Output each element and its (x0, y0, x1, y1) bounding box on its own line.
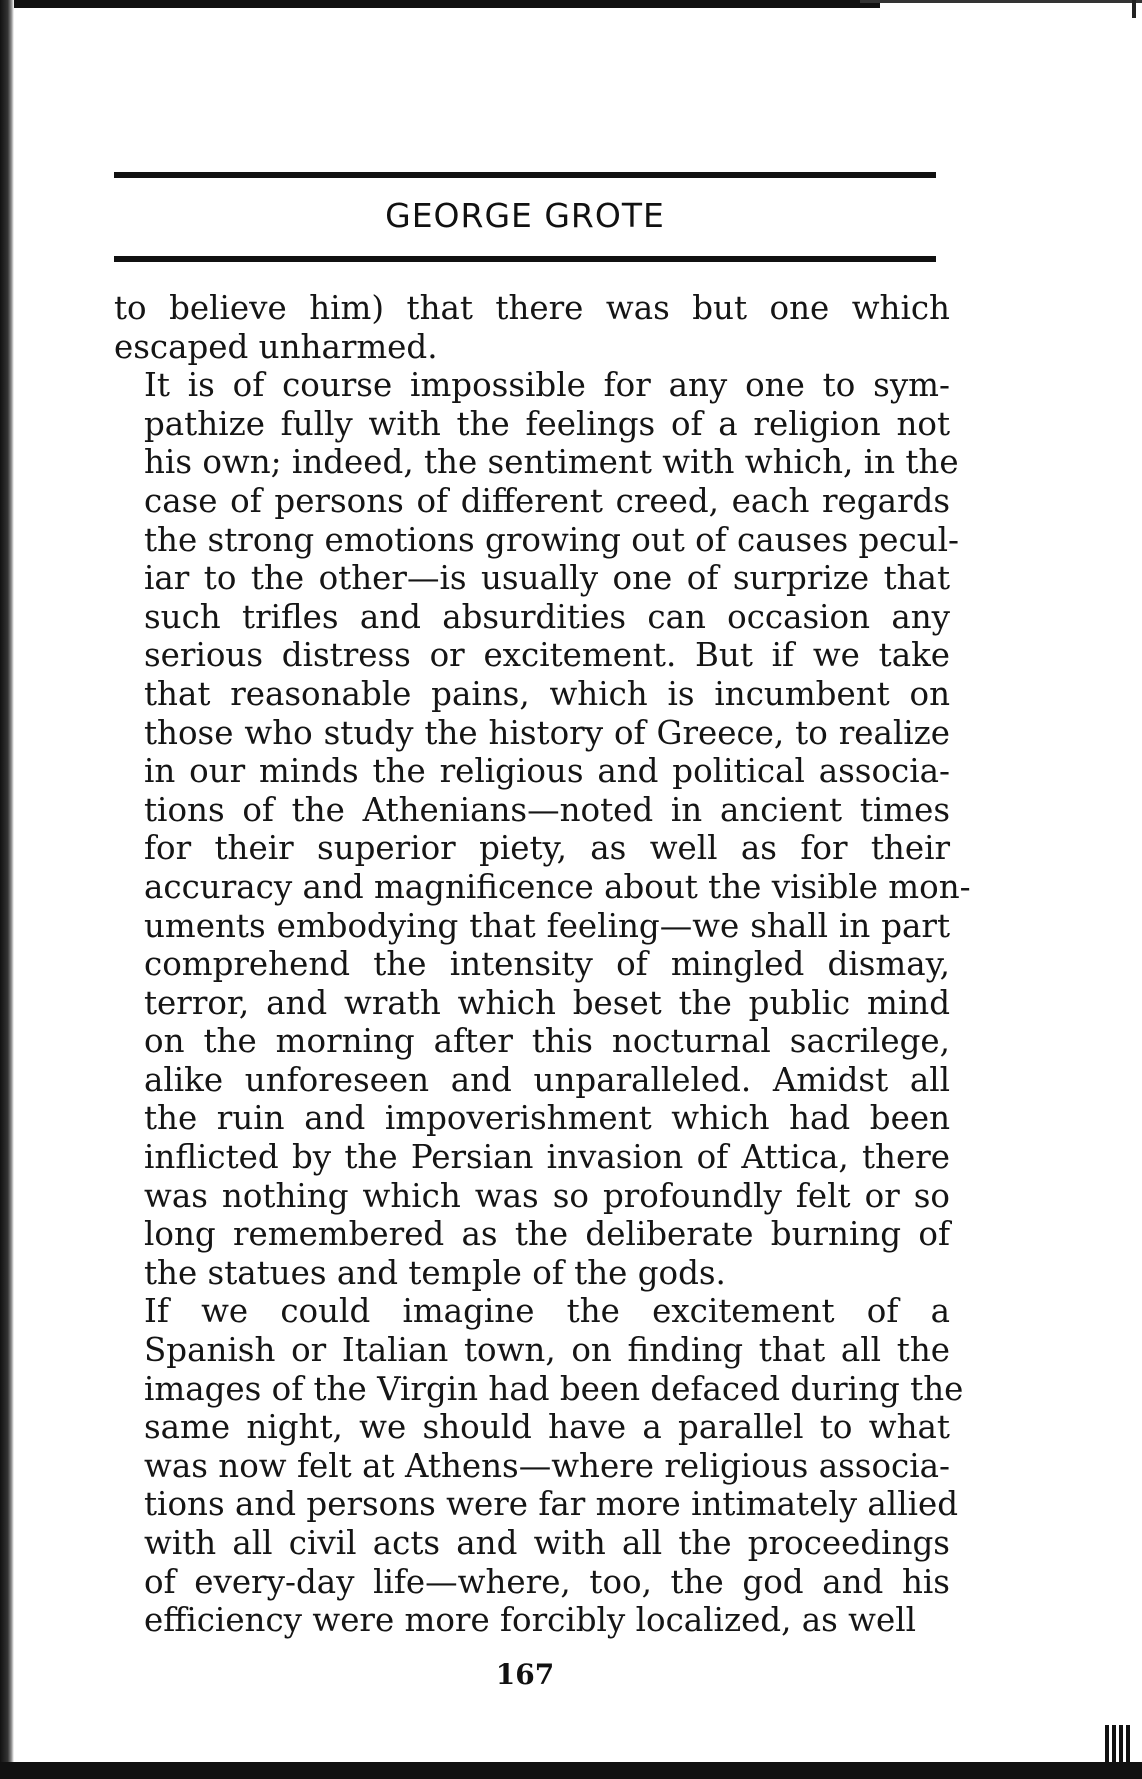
text-line: the statues and temple of the gods. (144, 1253, 726, 1292)
text-line: pathize fully with the feelings of a religion not (144, 404, 950, 443)
text-line: to believe him) that there was but one which (114, 289, 950, 327)
scan-edge-left (0, 0, 14, 1779)
text-line: such trifles and absurdities can occasion any (144, 597, 950, 636)
text-line: of every-day life—where, too, the god and his (144, 1562, 950, 1601)
text-line: inflicted by the Persian invasion of Attica, there (144, 1138, 950, 1177)
text-line: case of persons of different creed, each regards (144, 481, 950, 520)
text-line: the strong emotions growing out of causes pecul- (144, 520, 960, 559)
text-line: accuracy and magnificence about the visible mon- (144, 867, 971, 906)
text-line: uments embodying that feeling—we shall in part (144, 906, 950, 945)
text-line: It is of course impossible for any one to sym- (144, 366, 950, 405)
scan-mark-right (1132, 0, 1136, 18)
scan-edge-top (0, 0, 880, 8)
paragraph (114, 366, 971, 1292)
text-line: those who study the history of Greece, to realize (144, 713, 950, 752)
text-line: for their superior piety, as well as for their (144, 829, 950, 868)
running-head: GEORGE GROTE (385, 196, 665, 235)
scan-edge-top-thin (860, 0, 1142, 3)
header-rule-bottom (114, 256, 936, 262)
text-line: Spanish or Italian town, on finding that all the (144, 1331, 950, 1370)
text-line: serious distress or excitement. But if we take (144, 636, 950, 675)
paragraph (114, 289, 950, 366)
text-line: in our minds the religious and political associa- (144, 752, 950, 791)
text-line: efficiency were more forcibly localized, as well (144, 1601, 917, 1640)
header-rule-top (114, 172, 936, 178)
text-line: that reasonable pains, which is incumbent on (144, 674, 950, 713)
text-line: tions of the Athenians—noted in ancient times (144, 790, 950, 829)
text-line: alike unforeseen and unparalleled. Amidst all (144, 1060, 950, 1099)
text-line: terror, and wrath which beset the public mind (144, 983, 950, 1022)
text-line: long remembered as the deliberate burning of (144, 1215, 950, 1254)
text-line: If we could imagine the excitement of a (144, 1292, 950, 1331)
text-line: images of the Virgin had been defaced during the (144, 1369, 964, 1408)
text-line: same night, we should have a parallel to what (144, 1408, 950, 1447)
text-line: was now felt at Athens—where religious associa- (144, 1446, 950, 1485)
scan-edge-bottom (0, 1762, 1142, 1779)
text-line: on the morning after this nocturnal sacrilege, (144, 1022, 950, 1061)
text-line: iar to the other—is usually one of surprize that (144, 559, 950, 598)
text-line: was nothing which was so profoundly felt or so (144, 1176, 950, 1215)
text-line: tions and persons were far more intimately allied (144, 1485, 959, 1524)
text-line: the ruin and impoverishment which had been (144, 1099, 950, 1138)
page-number: 167 (495, 1658, 555, 1691)
text-line: escaped unharmed. (114, 327, 438, 366)
body-text (114, 289, 971, 1640)
paragraph (114, 1292, 964, 1640)
text-line: his own; indeed, the sentiment with which, in the (144, 443, 959, 482)
scan-corner-marks (1105, 1725, 1133, 1763)
text-line: with all civil acts and with all the proceedings (144, 1524, 950, 1562)
text-line: comprehend the intensity of mingled dismay, (144, 945, 950, 984)
